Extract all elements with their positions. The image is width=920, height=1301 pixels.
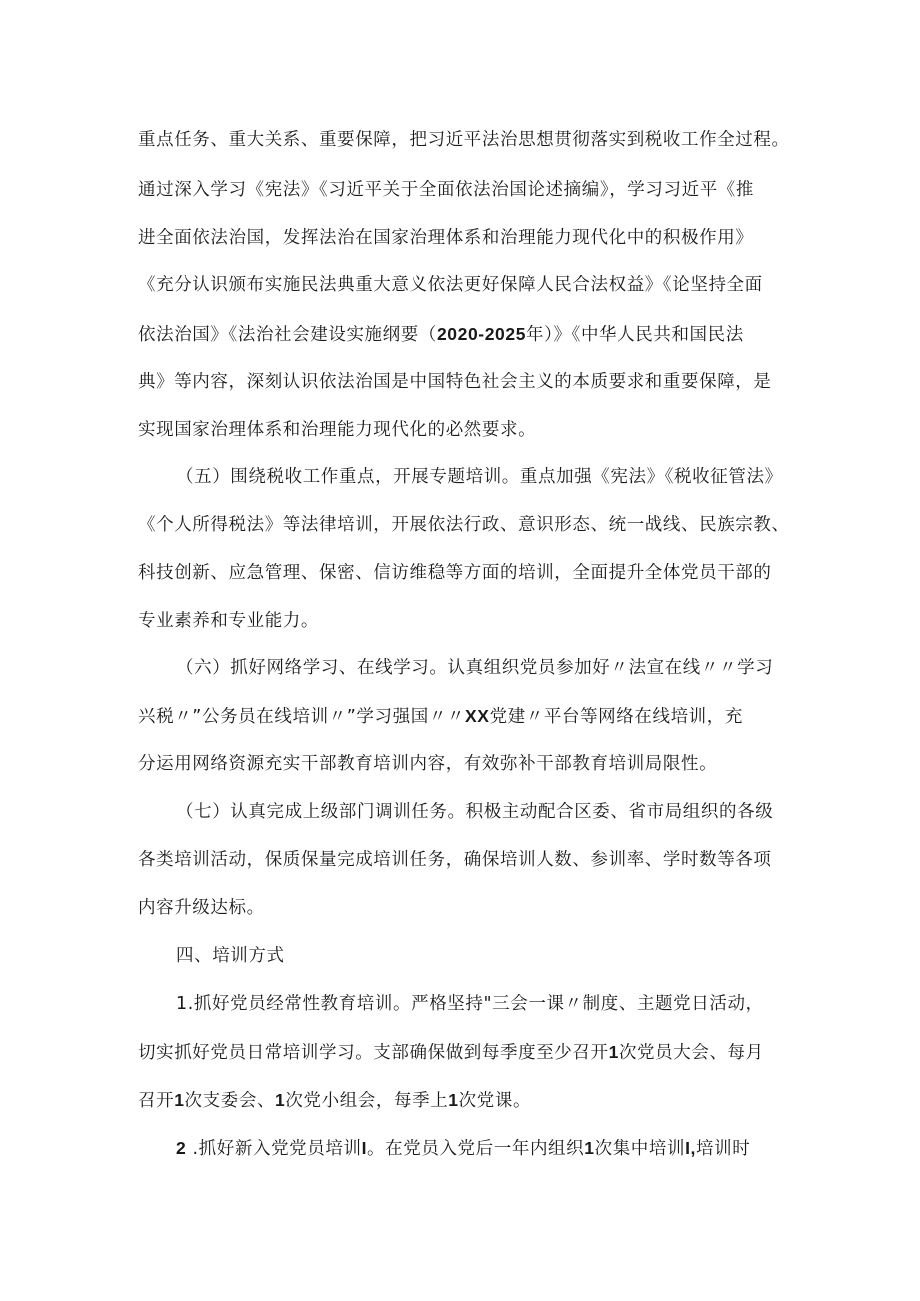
text-line: 内容升级达标。 <box>138 898 265 918</box>
paragraph-five: （五）围绕税收工作重点，开展专题培训。重点加强《宪法》《税收征管法》 <box>176 467 783 487</box>
text-line: 专业素养和专业能力。 <box>138 611 319 631</box>
text-line: 实现国家治理体系和治理能力现代化的必然要求。 <box>138 420 537 440</box>
text-line: 各类培训活动，保质保量完成培训任务，确保培训人数、参训率、学时数等各项 <box>138 850 772 870</box>
text-line: 依法治国》《法治社会建设实施纲要（2020-2025年）》《中华人民共和国民法 <box>138 324 744 345</box>
text-line: 召开1次支委会、1次党小组会，每季上1次党课。 <box>138 1090 532 1111</box>
item-one: 1.抓好党员经常性教育培训。严格坚持"三会一课〃制度、主题党日活动， <box>176 994 764 1014</box>
text-line: 重点任务、重大关系、重要保障，把习近平法治思想贯彻落实到税收工作全过程。 <box>138 130 790 150</box>
text-line: 《充分认识颁布实施民法典重大意义依法更好保障人民合法权益》《论坚持全面 <box>138 275 763 295</box>
text-line: 科技创新、应急管理、保密、信访维稳等方面的培训，全面提升全体党员干部的 <box>138 563 772 583</box>
paragraph-seven: （七）认真完成上级部门调训任务。积极主动配合区委、省市局组织的各级 <box>176 802 774 822</box>
section-heading: 四、培训方式 <box>176 946 285 966</box>
text-line: 典》等内容，深刻认识依法治国是中国特色社会主义的本质要求和重要保障，是 <box>138 372 772 392</box>
item-two: 2 .抓好新入党党员培训I。在党员入党后一年内组织1次集中培训I,培训时 <box>176 1138 751 1159</box>
text-line: 《个人所得税法》等法律培训，开展依法行政、意识形态、统一战线、民族宗教、 <box>138 515 790 535</box>
text-line: 进全面依法治国，发挥法治在国家治理体系和治理能力现代化中的积极作用》 <box>138 228 754 248</box>
text-line: 分运用网络资源充实干部教育培训内容，有效弥补干部教育培训局限性。 <box>138 754 718 774</box>
text-line: 兴税〃”公务员在线培训〃”学习强国〃〃XX党建〃平台等网络在线培训，充 <box>138 706 743 727</box>
paragraph-six: （六）抓好网络学习、在线学习。认真组织党员参加好〃法宣在线〃〃学习 <box>176 658 774 678</box>
text-line: 切实抓好党员日常培训学习。支部确保做到每季度至少召开1次党员大会、每月 <box>138 1042 764 1063</box>
text-line: 通过深入学习《宪法》《习近平关于全面依法治国论述摘编》，学习习近平《推 <box>138 180 754 200</box>
